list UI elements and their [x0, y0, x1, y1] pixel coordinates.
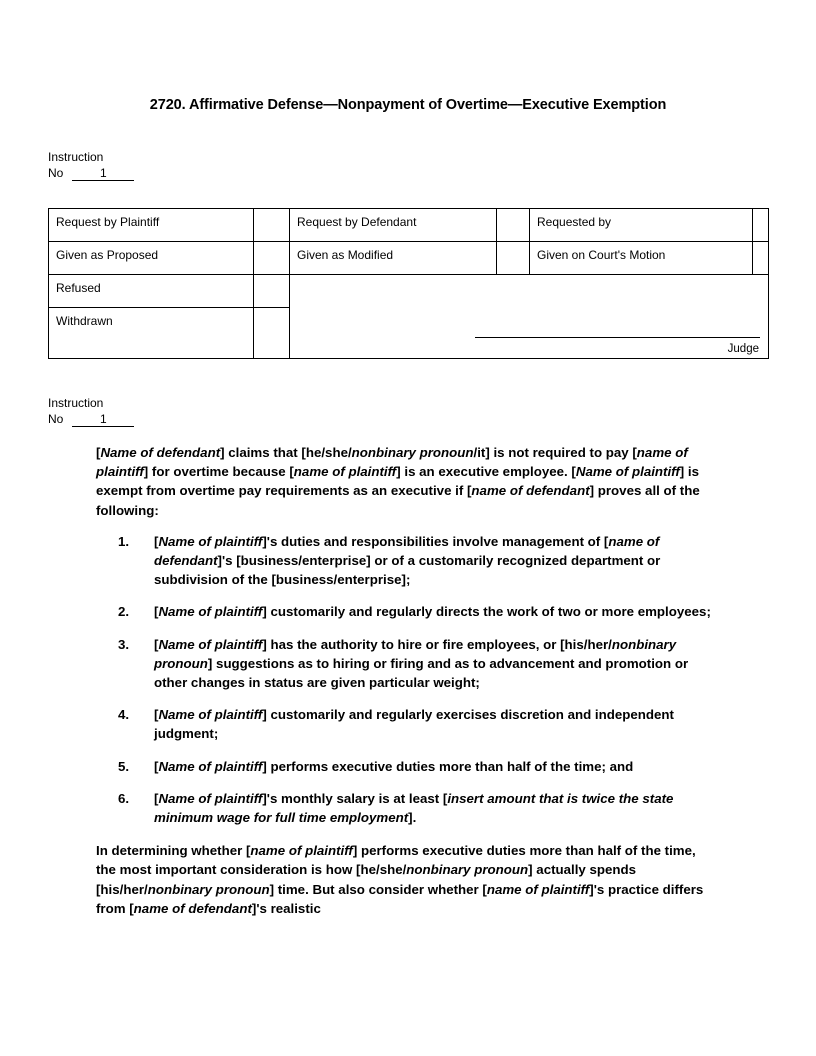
closing-paragraph: In determining whether [name of plaintiff] performs executive duties more than half of the time, the most important consideration is how [he/she/nonbinary pronoun] actually spends [his/her/nonbinary pronoun] time. But also consider whether [name of plaintiff]'s practice differs from [name of defendant]'s realistic: [96, 843, 704, 916]
judge-signature-line[interactable]: [475, 337, 760, 338]
list-item-marker: 3.: [118, 636, 130, 652]
cell-requested-by: Requested by: [530, 209, 753, 242]
list-item-text: [Name of plaintiff]'s monthly salary is at least [insert amount that is twice the state minimum wage for full time employment].: [154, 790, 674, 826]
list-item-marker: 5.: [118, 758, 130, 774]
checkbox-requested-by[interactable]: [753, 209, 769, 242]
list-item-text: [Name of plaintiff] customarily and regularly directs the work of two or more employees;: [154, 604, 711, 620]
checkbox-request-by-plaintiff[interactable]: [254, 209, 290, 242]
instruction-no-label-mid: No: [48, 411, 64, 426]
instruction-no-label-top: No: [48, 165, 64, 180]
checkbox-given-as-modified[interactable]: [497, 242, 530, 275]
list-item: [96, 789, 712, 827]
checkbox-given-on-courts-motion[interactable]: [753, 242, 769, 275]
list-item: [96, 532, 712, 590]
cell-request-by-plaintiff: Request by Plaintiff: [49, 209, 254, 242]
page-title: 2720. Affirmative Defense—Nonpayment of Overtime—Executive Exemption: [149, 97, 667, 113]
list-item: [96, 602, 712, 621]
list-item-text: [Name of plaintiff] customarily and regularly exercises discretion and independent judgment;: [154, 707, 674, 742]
cell-given-on-courts-motion: Given on Court's Motion: [530, 242, 753, 275]
instruction-status-table: [48, 208, 769, 359]
cell-request-by-defendant: Request by Defendant: [290, 209, 497, 242]
checkbox-refused[interactable]: [254, 275, 290, 308]
elements-list: [96, 532, 712, 827]
table-row: [49, 242, 769, 275]
instruction-label-top: Instruction: [48, 150, 104, 164]
instruction-label-mid: Instruction: [48, 396, 104, 410]
list-item-marker: 6.: [118, 790, 130, 806]
instruction-number-mid: [48, 396, 134, 427]
list-item-text: [Name of plaintiff] performs executive duties more than half of the time; and: [154, 758, 634, 774]
instruction-number-field-top[interactable]: 1: [72, 166, 134, 181]
table-row: [49, 209, 769, 242]
cell-given-as-modified: Given as Modified: [290, 242, 497, 275]
cell-refused: Refused: [49, 275, 254, 308]
instruction-body: [96, 443, 712, 918]
instruction-number-top: [48, 150, 134, 181]
table-row: [49, 275, 769, 308]
list-item-marker: 4.: [118, 707, 130, 723]
judge-signature-label: Judge: [727, 343, 759, 355]
list-item-marker: 2.: [118, 604, 130, 620]
judge-signature-area: [290, 275, 769, 359]
list-item-text: [Name of plaintiff] has the authority to hire or fire employees, or [his/her/nonbinary pronoun] suggestions as to hiring or firing and as to advancement and promotion or other changes in status are given particular weight;: [154, 636, 689, 691]
checkbox-withdrawn[interactable]: [254, 308, 290, 359]
instruction-number-field-mid[interactable]: 1: [72, 412, 134, 427]
list-item: [96, 705, 712, 743]
list-item: [96, 757, 712, 776]
checkbox-given-as-proposed[interactable]: [254, 242, 290, 275]
cell-withdrawn: Withdrawn: [49, 308, 254, 359]
list-item: [96, 635, 712, 693]
lead-paragraph: [Name of defendant] claims that [he/she/nonbinary pronoun/it] is not required to pay [name of plaintiff] for overtime because [name of plaintiff] is an executive employee. [Name of plaintiff] is exempt from overtime pay requirements as an executive if [name of defendant] proves all of the following:: [96, 445, 700, 518]
list-item-text: [Name of plaintiff]'s duties and responsibilities involve management of [name of defendant]'s [business/enterprise] or of a customarily recognized department or subdivision of the [business/enterprise];: [154, 533, 661, 588]
checkbox-request-by-defendant[interactable]: [497, 209, 530, 242]
cell-given-as-proposed: Given as Proposed: [49, 242, 254, 275]
list-item-marker: 1.: [118, 533, 130, 549]
